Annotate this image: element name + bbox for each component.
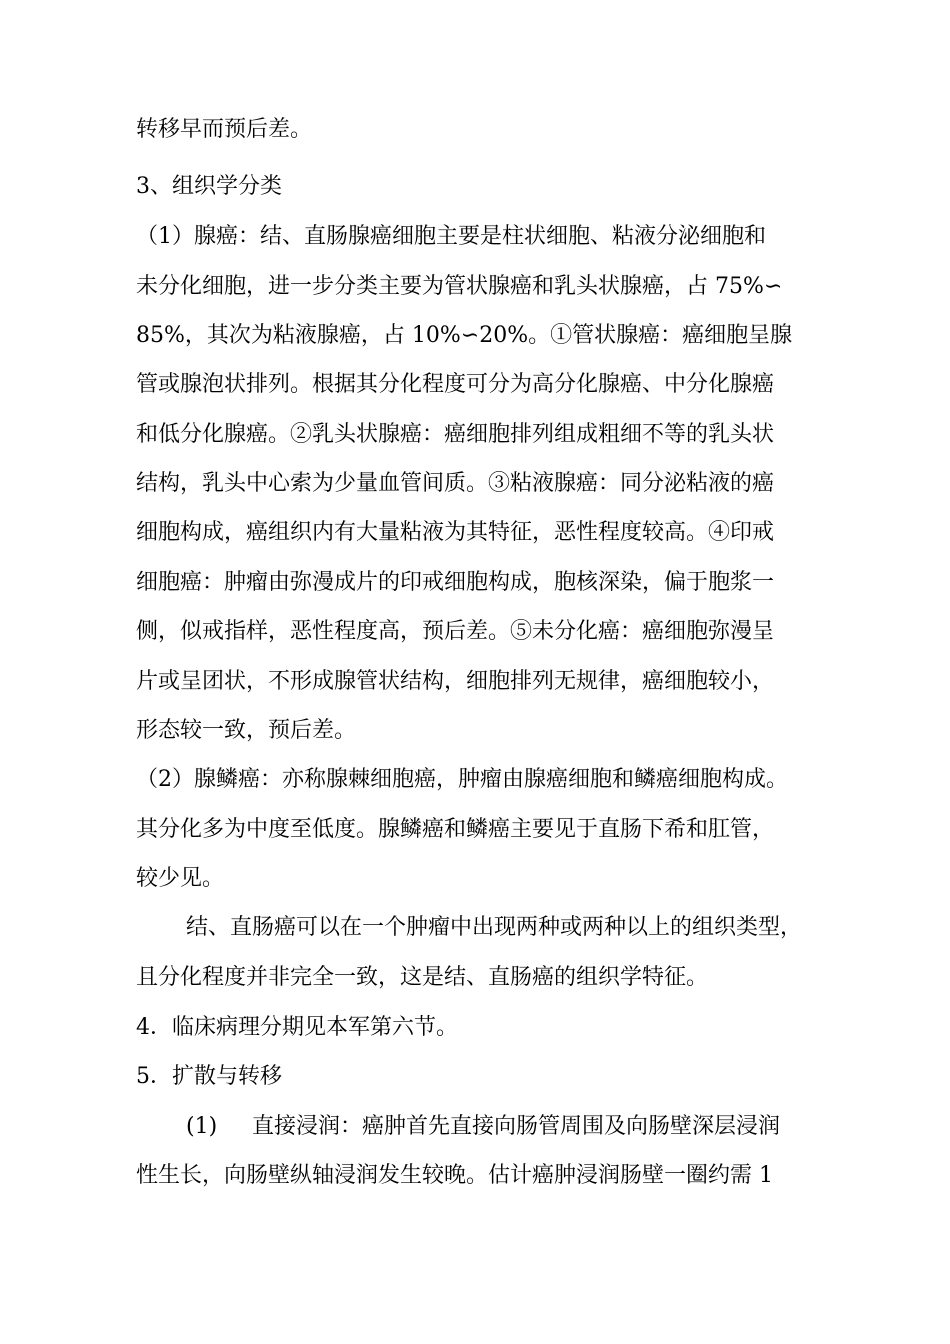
text-line: 结、直肠癌可以在一个肿瘤中出现两种或两种以上的组织类型， [186, 915, 803, 940]
text-line: 直接浸润：癌肿首先直接向肠管周围及向肠壁深层浸润 [252, 1114, 781, 1139]
text-line: （1）腺癌：结、直肠腺癌细胞主要是柱状细胞、粘液分泌细胞和 [136, 224, 766, 249]
text-line: （2）腺鳞癌：亦称腺棘细胞癌，肿瘤由腺癌细胞和鳞癌细胞构成。 [136, 767, 788, 792]
text-line: 5．扩散与转移 [136, 1064, 282, 1089]
text-line: 侧，似戒指样，恶性程度高，预后差。⑤未分化癌：癌细胞弥漫呈 [136, 619, 775, 644]
text-line: 其分化多为中度至低度。腺鳞癌和鳞癌主要见于直肠下希和肛管， [136, 817, 775, 842]
text-line: 管或腺泡状排列。根据其分化程度可分为高分化腺癌、中分化腺癌 [136, 372, 775, 397]
text-line: 未分化细胞，进一步分类主要为管状腺癌和乳头状腺癌，占 75%∽ [136, 274, 783, 299]
text-line: 细胞构成，癌组织内有大量粘液为其特征，恶性程度较高。④印戒 [136, 520, 775, 545]
text-line: 转移早而预后差。 [136, 117, 313, 142]
text-line: 结构，乳头中心索为少量血管间质。③粘液腺癌：同分泌粘液的癌 [136, 471, 775, 496]
text-line: 较少见。 [136, 866, 225, 891]
text-line: 片或呈团状，不形成腺管状结构，细胞排列无规律，癌细胞较小， [136, 669, 775, 694]
text-line: 4．临床病理分期见本军第六节。 [136, 1015, 458, 1040]
text-line: 性生长，向肠壁纵轴浸润发生较晚。估计癌肿浸润肠壁一圈约需 1 [136, 1163, 773, 1188]
text-line: 细胞癌：肿瘤由弥漫成片的印戒细胞构成，胞核深染，偏于胞浆一 [136, 570, 775, 595]
list-marker: (1) [186, 1114, 218, 1139]
text-line: 3、组织学分类 [136, 174, 282, 199]
text-line: 且分化程度并非完全一致，这是结、直肠癌的组织学特征。 [136, 965, 709, 990]
text-line: 形态较一致，预后差。 [136, 718, 357, 743]
text-line: 85%，其次为粘液腺癌，占 10%∽20%。①管状腺癌：癌细胞呈腺 [136, 323, 793, 348]
text-line: 和低分化腺癌。②乳头状腺癌：癌细胞排列组成粗细不等的乳头状 [136, 422, 775, 447]
